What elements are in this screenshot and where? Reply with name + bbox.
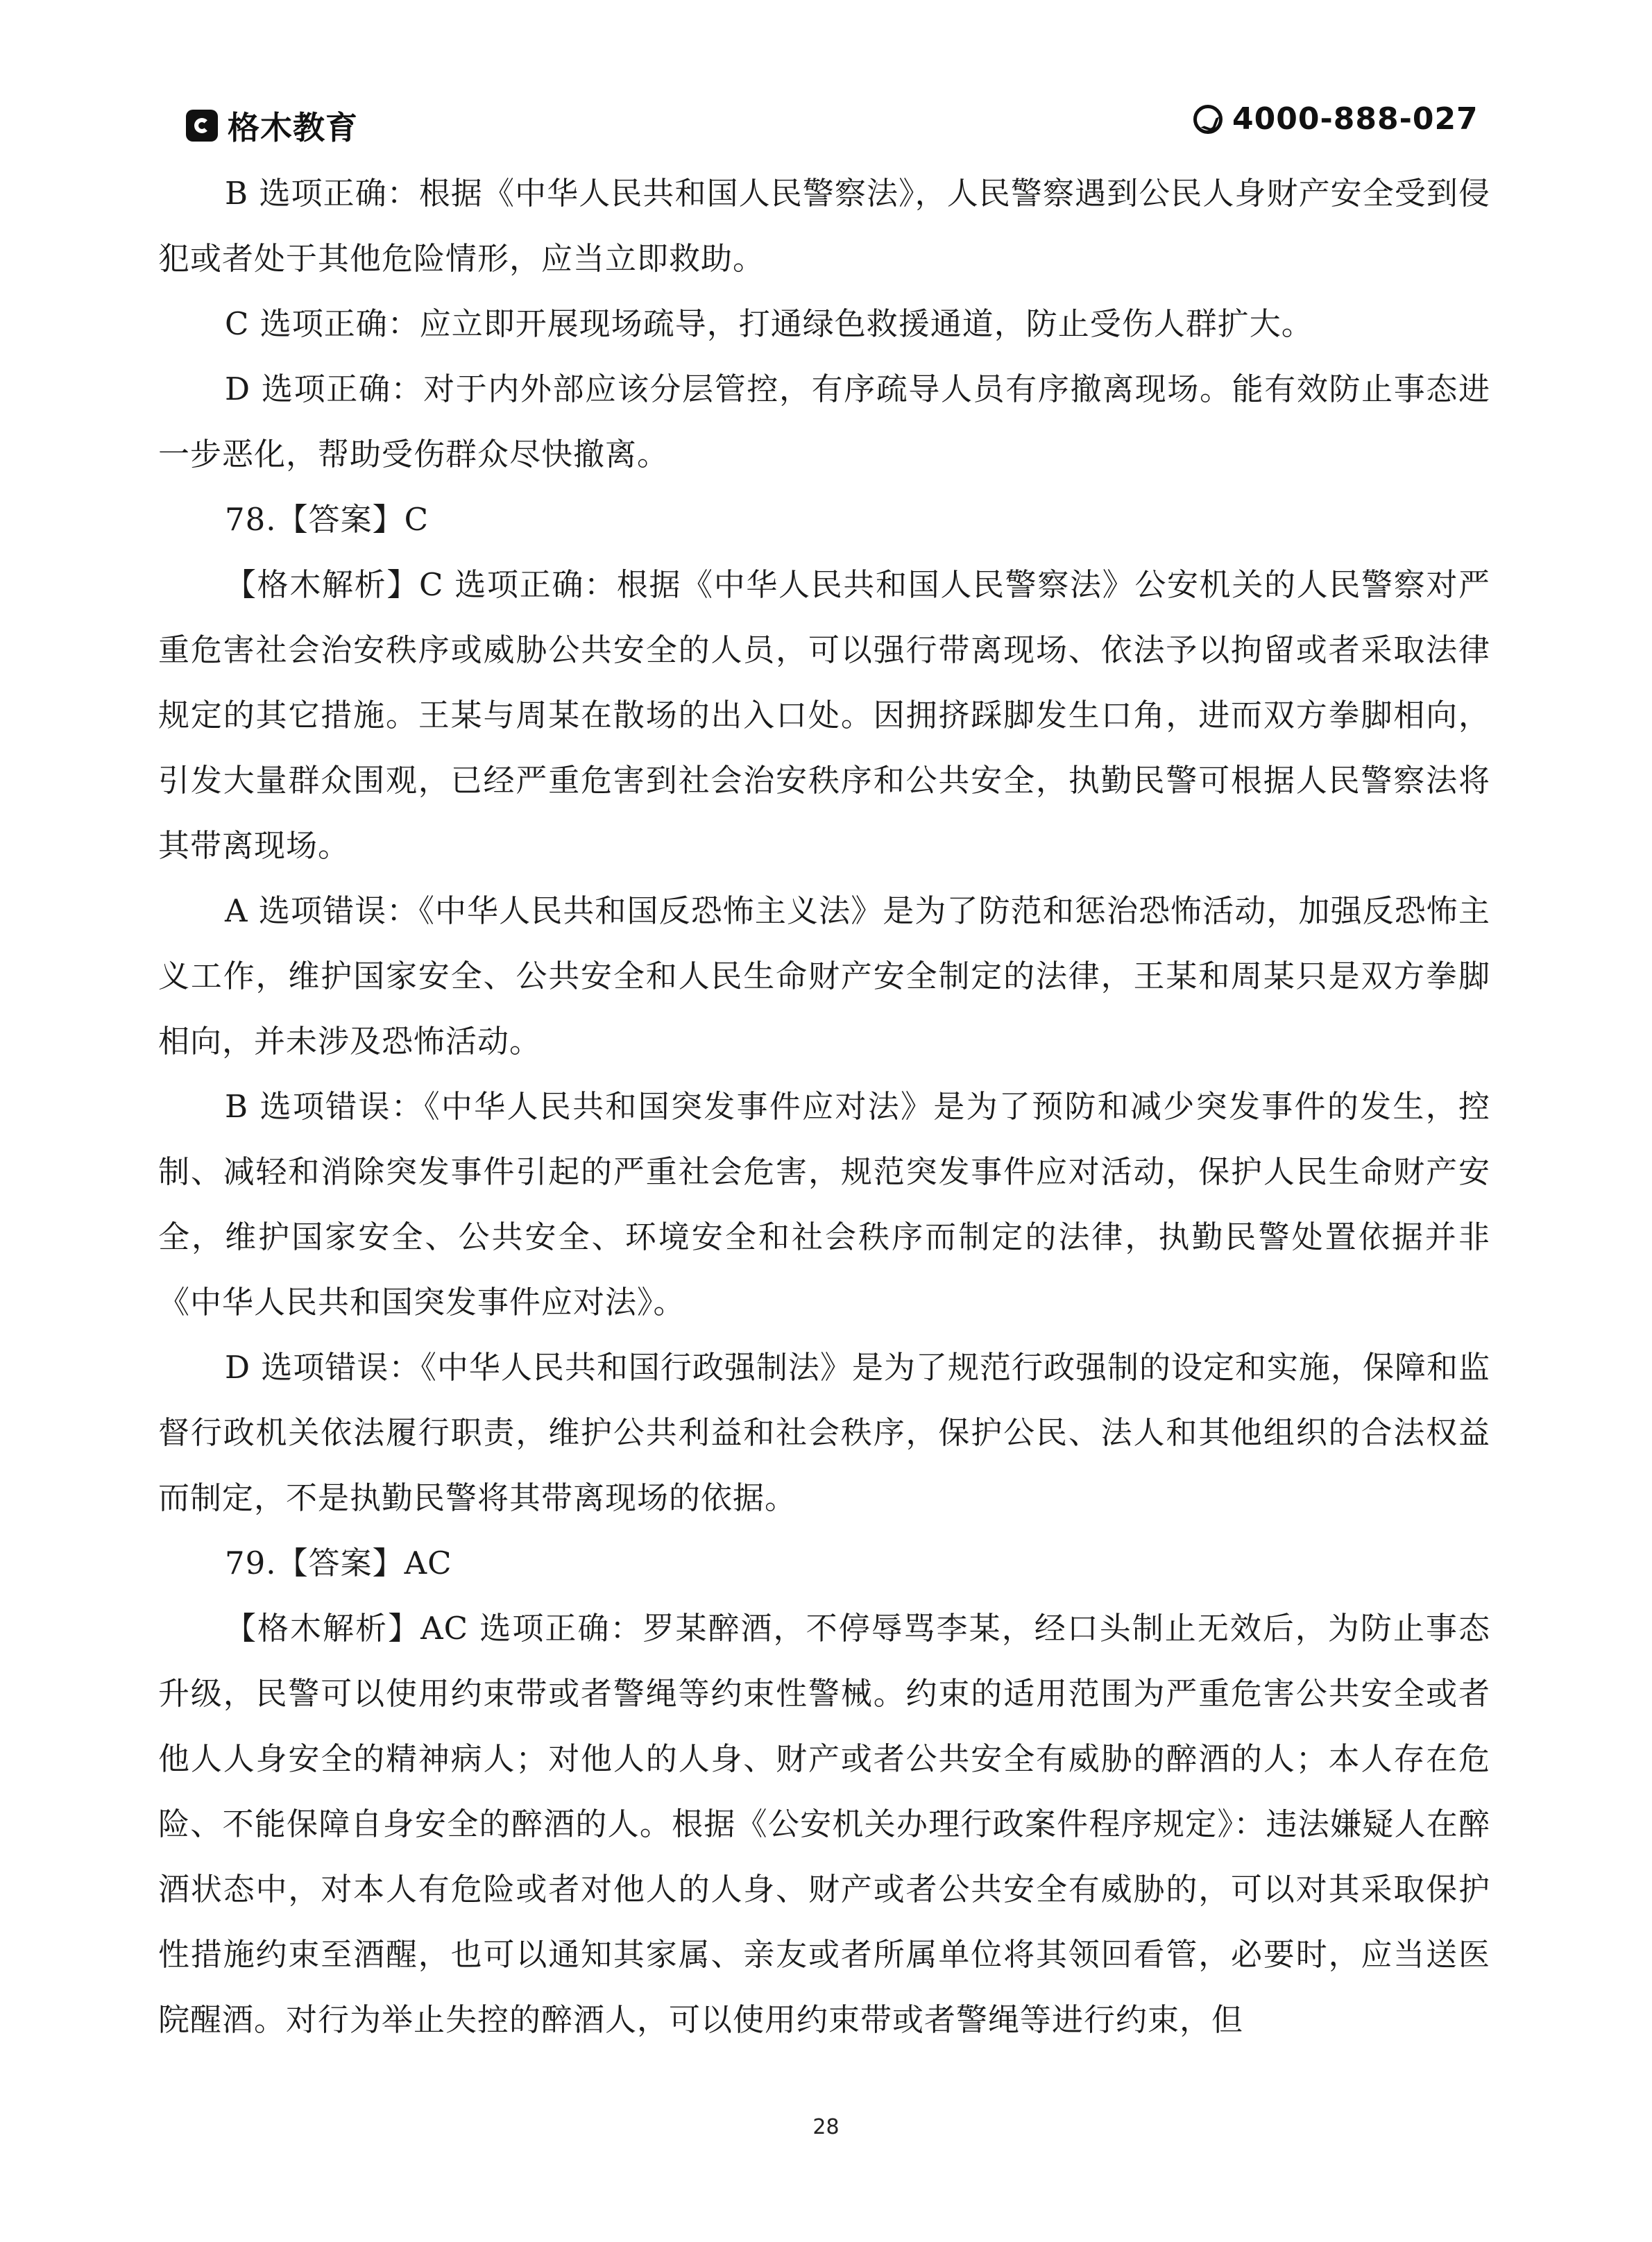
paragraph-d-wrong: D 选项错误：《中华人民共和国行政强制法》是为了规范行政强制的设定和实施，保障和监督行政机关依法履行职责，维护公共利益和社会秩序，保护公民、法人和其他组织的合法权益而制定，不是执勤民警将其带离现场的依据。 [158, 1349, 1490, 1516]
answer-79: 79.【答案】AC [225, 1545, 452, 1581]
paragraph-b-correct: B 选项正确：根据《中华人民共和国人民警察法》，人民警察遇到公民人身财产安全受到侵犯或者处于其他危险情形，应当立即救助。 [158, 175, 1490, 277]
analysis-79: 【格木解析】AC 选项正确：罗某醉酒，不停辱骂李某，经口头制止无效后，为防止事态升级，民警可以使用约束带或者警绳等约束性警械。约束的适用范围为严重危害公共安全或者他人人身安全的精神病人；对他人的人身、财产或者公共安全有威胁的醉酒的人；本人存在危险、不能保障自身安全的醉酒的人。根据《公安机关办理行政案件程序规定》：违法嫌疑人在醉酒状态中，对本人有危险或者对他人的人身、财产或者公共安全有威胁的，可以对其采取保护性措施约束至酒醒，也可以通知其家属、亲友或者所属单位将其领回看管，必要时，应当送医院醒酒。对行为举止失控的醉酒人，可以使用约束带或者警绳等进行约束，但 [158, 1610, 1490, 2038]
brand-e-icon [186, 110, 218, 142]
document-body [158, 161, 1490, 2053]
phone-contact [1193, 101, 1479, 137]
phone-icon [1193, 105, 1223, 134]
page-header [0, 0, 1652, 146]
analysis-78: 【格木解析】C 选项正确：根据《中华人民共和国人民警察法》公安机关的人民警察对严重危害社会治安秩序或威胁公共安全的人员，可以强行带离现场、依法予以拘留或者采取法律规定的其它措施。王某与周某在散场的出入口处。因拥挤踩脚发生口角，进而双方拳脚相向，引发大量群众围观，已经严重危害到社会治安秩序和公共安全，执勤民警可根据人民警察法将其带离现场。 [158, 566, 1490, 864]
paragraph-c-correct: C 选项正确：应立即开展现场疏导，打通绿色救援通道，防止受伤人群扩大。 [225, 305, 1313, 342]
brand-logo [186, 103, 358, 148]
brand-name: 格木教育 [228, 109, 358, 146]
paragraph-a-wrong: A 选项错误：《中华人民共和国反恐怖主义法》是为了防范和惩治恐怖活动，加强反恐怖主义工作，维护国家安全、公共安全和人民生命财产安全制定的法律，王某和周某只是双方拳脚相向，并未涉及恐怖活动。 [158, 892, 1490, 1060]
paragraph-d-correct: D 选项正确：对于内外部应该分层管控，有序疏导人员有序撤离现场。能有效防止事态进一步恶化，帮助受伤群众尽快撤离。 [158, 371, 1490, 473]
page-number: 28 [812, 2115, 840, 2139]
phone-number: 4000-888-027 [1232, 101, 1479, 137]
answer-78: 78.【答案】C [225, 501, 429, 538]
paragraph-b-wrong: B 选项错误：《中华人民共和国突发事件应对法》是为了预防和减少突发事件的发生，控制、减轻和消除突发事件引起的严重社会危害，规范突发事件应对活动，保护人民生命财产安全，维护国家安全、公共安全、环境安全和社会秩序而制定的法律，执勤民警处置依据并非《中华人民共和国突发事件应对法》。 [158, 1088, 1490, 1320]
